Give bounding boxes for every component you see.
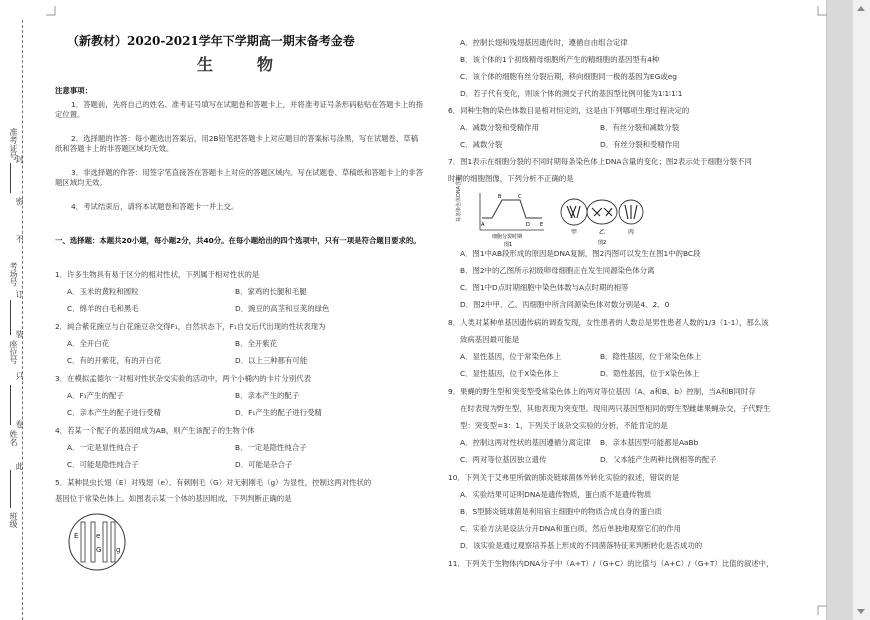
subject-title: 生 物 xyxy=(197,55,288,74)
question-option: B．隐性基因，位于常染色体上 xyxy=(600,352,702,361)
side-label-room: 考场号 xyxy=(9,262,18,286)
note-item: 2．选择题的作答：每小题选出答案后，用2B铅笔把答题卡上对应题目的答案标号涂黑，写在试题卷、草稿纸和答题卡上的非答题区域均无效。 xyxy=(55,134,419,153)
question-option: B．该个体的1个初级精母细胞所产生的精细胞的基因型有4种 xyxy=(460,55,660,64)
note-item: 1．答题前，先将自己的姓名、准考证号填写在试题卷和答题卡上，并将准考证号条形码粘贴在答题卡上的指定位置。 xyxy=(55,100,424,119)
question-option: D．以上三种都有可能 xyxy=(235,356,308,365)
figure-2-cells xyxy=(558,190,648,246)
question-stem: 5．某种昆虫长翅（E）对残翅（e）、有刺刚毛（G）对无刺刚毛（g）为显性，控制这两对性状的 xyxy=(55,478,372,487)
question-option: B．有丝分裂和减数分裂 xyxy=(600,123,679,132)
question-option: A．显性基因，位于常染色体上 xyxy=(460,352,562,361)
question-stem-continued: 在时表现为野生型，其他表现为突变型。现用两只基因型相同的野生型雌雄果蝇杂交，子代野生 xyxy=(460,404,771,413)
question-option: C．实验方法是设法分开DNA和蛋白质，然后单独地观察它们的作用 xyxy=(460,524,681,533)
question-stem: 11．下列关于生物体内DNA分子中（A+T）/（G+C）的比值与（A+C）/（G+T）比值的叙述中， xyxy=(448,559,774,568)
side-label-class: 班级 xyxy=(9,512,18,528)
side-fill-line xyxy=(10,163,11,193)
question-option: B．亲本基因型可能都是AaBb xyxy=(600,438,699,447)
question-stem: 6．同种生物的染色体数目是相对恒定的，这是由下列哪项生理过程决定的 xyxy=(448,106,690,115)
scroll-down-icon[interactable] xyxy=(857,609,865,614)
binding-dashed-line xyxy=(22,20,23,620)
chromosome-label: g xyxy=(116,546,121,554)
question-option: A．图1中AB段形成的原因是DNA复制，图2丙图可以发生在图1中的BC段 xyxy=(460,249,701,258)
chromosome-label: e xyxy=(96,532,101,540)
fig1-point-label: A xyxy=(481,222,485,228)
chromosome-label: G xyxy=(96,546,102,554)
question-option: B．S型肺炎链球菌是利用宿主细胞中的物质合成自身的蛋白质 xyxy=(460,507,662,516)
question-stem: 9．果蝇的野生型和突变型受常染色体上的两对等位基因（A、a和B、b）控制，当A和B同时存 xyxy=(448,387,756,396)
notes-heading: 注意事项： xyxy=(55,86,92,95)
question-option: D．豌豆的高茎和豆荚的绿色 xyxy=(235,304,330,313)
question-option: B．家鸡的长腿和毛腿 xyxy=(235,287,307,296)
fig2-cell-label: 乙 xyxy=(599,229,606,236)
question-option: C．减数分裂 xyxy=(460,140,503,149)
question-option: D．该实验是通过观察培养基上形成的不同菌落特征来判断转化是否成功的 xyxy=(460,541,703,550)
question-stem: 4．若某一个配子的基因组成为AB，则产生该配子的生物个体 xyxy=(55,426,255,435)
section-heading: 一、选择题：本题共20小题，每小题2分，共40分。在每小题给出的四个选项中，只有一项是符合题目要求的。 xyxy=(55,236,421,245)
side-label-bind: 订 xyxy=(15,290,24,298)
side-label-seal: 封 xyxy=(15,155,24,163)
question-option: A．减数分裂和受精作用 xyxy=(460,123,539,132)
fig1-point-label: C xyxy=(518,194,522,200)
question-option: C．可能是隐性纯合子 xyxy=(67,460,139,469)
note-item: 3．非选择题的作答：用签字笔直接答在答题卡上对应的答题区域内。写在试题卷、草稿纸和答题卡上的非答题区域均无效。 xyxy=(55,168,424,187)
side-label-secret: 密 xyxy=(15,197,24,205)
question-option: A．F₁产生的配子 xyxy=(67,391,124,400)
question-stem: 10．下列关于艾弗里所做的肺炎链球菌体外转化实验的叙述，错误的是 xyxy=(448,473,680,482)
question-option: D．隐性基因，位于X染色体上 xyxy=(600,369,700,378)
crop-mark-bottom-right xyxy=(818,606,828,616)
question-option: C．绵羊的白毛和黑毛 xyxy=(67,304,139,313)
side-label-this: 此 xyxy=(15,462,24,470)
question-stem: 3．在模拟孟德尔一对相对性状杂交实验的活动中，两个小桶内的卡片分别代表 xyxy=(55,374,311,383)
exam-title: （新教材）2020-2021学年下学期高一期末备考金卷 xyxy=(67,34,355,48)
question-option: D．可能是杂合子 xyxy=(235,460,293,469)
question-option: B．一定是隐性纯合子 xyxy=(235,443,307,452)
question-option: C．两对等位基因独立遗传 xyxy=(460,455,547,464)
question-stem: 7．图1表示在细胞分裂的不同时期每条染色体上DNA含量的变化；图2表示处于细胞分裂不同 xyxy=(448,157,752,166)
vertical-scrollbar[interactable] xyxy=(852,0,870,620)
side-label-staple: 装 xyxy=(15,330,24,338)
question-option: A．实验结果可证明DNA是遗传物质，蛋白质不是遗传物质 xyxy=(460,490,652,499)
chromosome-figure xyxy=(67,512,127,572)
fig1-caption: 图1 xyxy=(504,242,513,248)
scroll-up-icon[interactable] xyxy=(857,6,865,11)
side-label-paper: 卷 xyxy=(15,420,24,428)
question-option: A．控制长翅和残翅基因遗传时，遵循自由组合定律 xyxy=(460,38,628,47)
side-fill-line xyxy=(10,300,11,335)
question-option: D．图2中甲、乙、丙细胞中所含同源染色体对数分别是4、2、0 xyxy=(460,300,670,309)
fig2-caption: 图2 xyxy=(598,240,607,246)
question-stem: 2．純合紫花豌豆与白花豌豆杂交得F₁，自然状态下，F₁自交后代出现的性状表现为 xyxy=(55,322,326,331)
question-stem-continued: 基因位于常染色体上。如图表示某一个体的基因组成，下列判断正确的是 xyxy=(55,494,292,503)
question-option: C．有的开紫花，有的开白花 xyxy=(67,356,161,365)
question-stem: 1．许多生物具有易于区分的相对性状，下列属于相对性状的是 xyxy=(55,270,260,279)
question-option: D．父本能产生两种比例相等的配子 xyxy=(600,455,717,464)
side-label-seat: 座位号 xyxy=(9,340,18,364)
side-label-not: 不 xyxy=(15,235,24,243)
side-fill-line xyxy=(10,470,11,508)
question-option: D．若子代有变化，则该个体的测交子代的基因型比例可能为1∶1∶1∶1 xyxy=(460,89,683,98)
fig1-point-label: E xyxy=(540,222,544,228)
fig2-cell-label: 丙 xyxy=(628,229,635,236)
question-stem-continued: 致病基因最可能是 xyxy=(460,335,520,344)
question-option: A．控制这两对性状的基因遵循分离定律 xyxy=(460,438,591,447)
question-option: D．有丝分裂和受精作用 xyxy=(600,140,680,149)
question-option: A．全开白花 xyxy=(67,339,110,348)
side-fill-line xyxy=(10,385,11,425)
question-stem: 8．人类对某种单基因遗传病的调查发现，女性患者的人数总是男性患者人数的1/3（1-1），那么该 xyxy=(448,318,769,327)
fig1-point-label: D xyxy=(526,222,530,228)
question-option: C．亲本产生的配子进行受精 xyxy=(67,408,161,417)
fig2-cell-label: 甲 xyxy=(571,229,578,236)
question-option: D．F₁产生的配子进行受精 xyxy=(235,408,322,417)
crop-mark-top-right xyxy=(818,6,828,16)
fig1-y-axis-label: 每条染色体DNA含量 xyxy=(456,175,462,222)
side-label-only: 只 xyxy=(15,372,24,380)
question-option: B．全开紫花 xyxy=(235,339,278,348)
question-option: C．显性基因，位于X染色体上 xyxy=(460,369,559,378)
question-option: C．该个体的细胞有丝分裂后期，移向细胞同一极的基因为EG或eg xyxy=(460,72,677,81)
chromosome-label: E xyxy=(74,532,79,540)
side-label-ticket: 准考证号 xyxy=(9,128,18,160)
binding-margin xyxy=(0,0,50,620)
question-option: C．图1中D点时期细胞中染色体数与A点时期的相等 xyxy=(460,283,629,292)
question-option: B．图2中的乙图所示初级卵母细胞正在发生同源染色体分离 xyxy=(460,266,655,275)
question-option: A．玉米的黄粒和圆粒 xyxy=(67,287,139,296)
fig1-x-axis-label: 细胞分裂时期 xyxy=(492,234,523,240)
side-label-name: 姓名 xyxy=(9,430,18,446)
fig1-point-label: B xyxy=(498,194,502,200)
note-item: 4．考试结束后，请将本试题卷和答题卡一并上交。 xyxy=(71,202,239,211)
question-option: A．一定是显性纯合子 xyxy=(67,443,139,452)
question-option: B．亲本产生的配子 xyxy=(235,391,300,400)
question-stem-continued: 型：突变型=3：1，下列关于该杂交实验的分析，不能肯定的是 xyxy=(460,421,668,430)
question-stem-continued: 时期的细胞图像，下列分析不正确的是 xyxy=(448,174,574,183)
